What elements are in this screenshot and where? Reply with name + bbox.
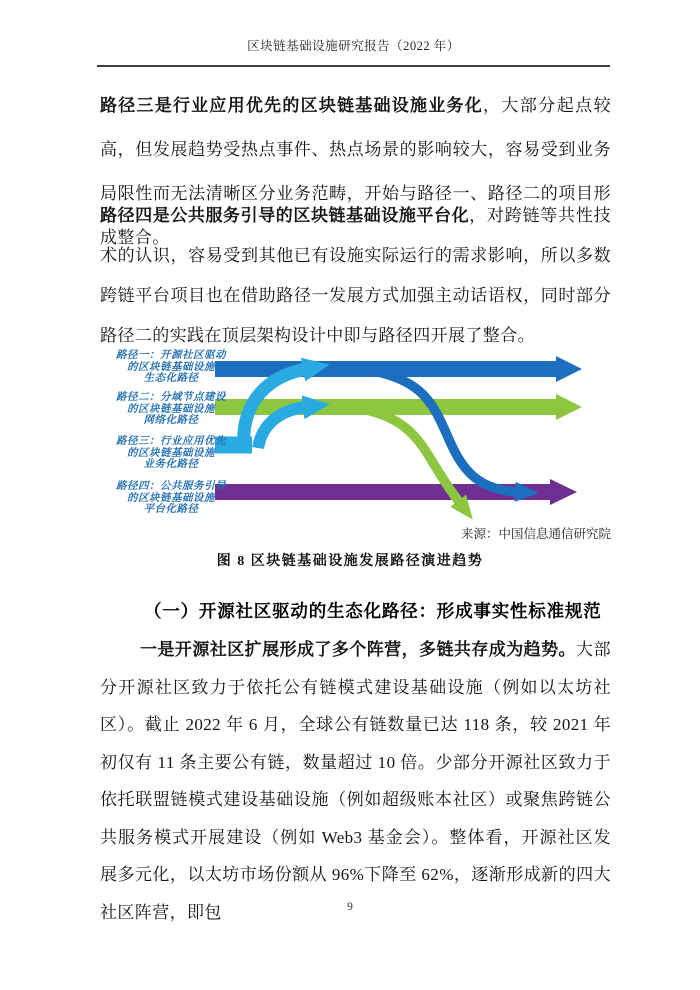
figure-8-diagram — [100, 344, 610, 526]
paragraph-path4 — [100, 196, 611, 356]
path1-label — [98, 350, 244, 385]
path1-label-line2: 的区块链基础设施 — [127, 361, 215, 373]
path4-arrowhead — [550, 479, 577, 505]
path1-label-line1: 路径一：开源社区驱动 — [116, 350, 226, 361]
figure-source: 来源：中国信息通信研究院 — [460, 527, 611, 541]
path3-label-line2: 的区块链基础设施 — [127, 447, 215, 459]
page-header — [97, 36, 610, 67]
paragraph-opensource-body: 大部分开源社区致力于依托公有链模式建设基础设施（例如以太坊社区）。截止 2022 年 6 月，全球公有链数量已达 118 条，较 2021 年初仅有 11 条主要公有链，数量超过 10 倍。少部分开源社区致力于依托联盟链模式建设基础设施（例如超级账本社区）或聚焦跨链公共服务模式开展建设（例如 Web3 基金会）。整体看，开源社区发展多元化，以太坊市场份额从 96%下降至 62%，逐渐形成新的四大社区阵营，即包 — [100, 640, 611, 922]
path1-merge-to-path4-arrow — [378, 372, 518, 492]
path2-label — [98, 392, 244, 427]
section-heading: （一）开源社区驱动的生态化路径：形成事实性标准规范 — [144, 601, 602, 621]
path4-label-line2: 的区块链基础设施 — [127, 492, 215, 504]
path2-label-line2: 的区块链基础设施 — [127, 403, 215, 415]
paragraph-path4-lead: 路径四是公共服务引导的区块链基础设施平台化 — [100, 206, 470, 225]
report-title: 区块链基础设施研究报告（2022 年） — [247, 39, 460, 53]
path3-label-line3: 业务化路径 — [143, 459, 199, 470]
path2-label-line1: 路径二：分域节点建设 — [116, 392, 226, 403]
paragraph-path3-body: ，大部分起点较高，但发展趋势受热点事件、热点场景的影响较大，容易受到业务局限性而无法清晰区分业务范畴，开始与路径一、路径二的项目形成整合。 — [100, 96, 611, 247]
paragraph-path3-lead: 路径三是行业应用优先的区块链基础设施业务化 — [100, 96, 483, 115]
path4-label — [98, 481, 244, 516]
path1-label-line3: 生态化路径 — [143, 373, 199, 384]
paragraph-opensource — [100, 631, 611, 931]
path3-label-line1: 路径三：行业应用优先 — [116, 436, 226, 447]
path3-label — [98, 436, 244, 471]
path2-arrowhead — [556, 394, 582, 420]
figure-caption: 图 8 区块链基础设施发展路径演进趋势 — [216, 554, 484, 569]
path1-arrowhead — [556, 356, 582, 382]
path4-label-line1: 路径四：公共服务引导 — [116, 481, 226, 492]
paragraph-path4-body: ，对跨链等共性技术的认识，容易受到其他已有设施实际运行的需求影响，所以多数跨链平台项目也在借助路径一发展方式加强主动话语权，同时部分路径二的实践在顶层架构设计中即与路径四开展了整合。 — [100, 206, 612, 345]
page-number: 9 — [347, 901, 353, 913]
path4-label-line3: 平台化路径 — [143, 504, 199, 515]
path2-label-line3: 网络化路径 — [143, 415, 199, 426]
paragraph-opensource-lead: 一是开源社区扩展形成了多个阵营，多链共存成为趋势。 — [140, 640, 576, 659]
